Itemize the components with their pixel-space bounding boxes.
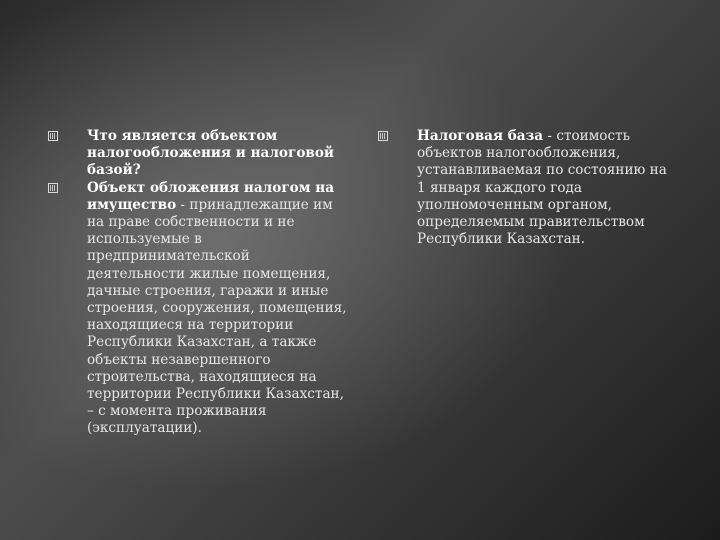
left-column [48, 128, 348, 438]
bullet-item-tax-base [378, 128, 678, 248]
square-bullet-icon [48, 183, 58, 193]
bullet-text [87, 128, 348, 180]
square-bullet-icon [378, 131, 388, 141]
right-column [378, 128, 678, 248]
term-heading: Объект обложения налогом на имущество [87, 179, 335, 213]
square-bullet-icon [48, 131, 58, 141]
question-heading: Что является объектом налогообложения и налоговой базой? [87, 128, 334, 179]
bullet-text [417, 128, 678, 248]
bullet-item-property-tax-object [48, 180, 348, 438]
bullet-item-tax-object-question [48, 128, 348, 180]
term-heading: Налоговая база [417, 128, 544, 144]
bullet-text [87, 180, 348, 438]
term-definition: - стоимость объектов налогообложения, устанавливаемая по состоянию на 1 января каждого года уполномоченным органом, определяемым правительством Республики Казахстан. [417, 128, 667, 248]
term-definition: - принадлежащие им на праве собственности и не используемые в предпринимательской деятельности жилые помещения, дачные строения, гаражи и иные строения, сооружения, помещения, находящиеся на территории Республики Казахстан, а также объекты незавершенного строительства, находящиеся на территории Республики Казахстан, – с момента проживания (эксплуатации). [87, 196, 347, 437]
